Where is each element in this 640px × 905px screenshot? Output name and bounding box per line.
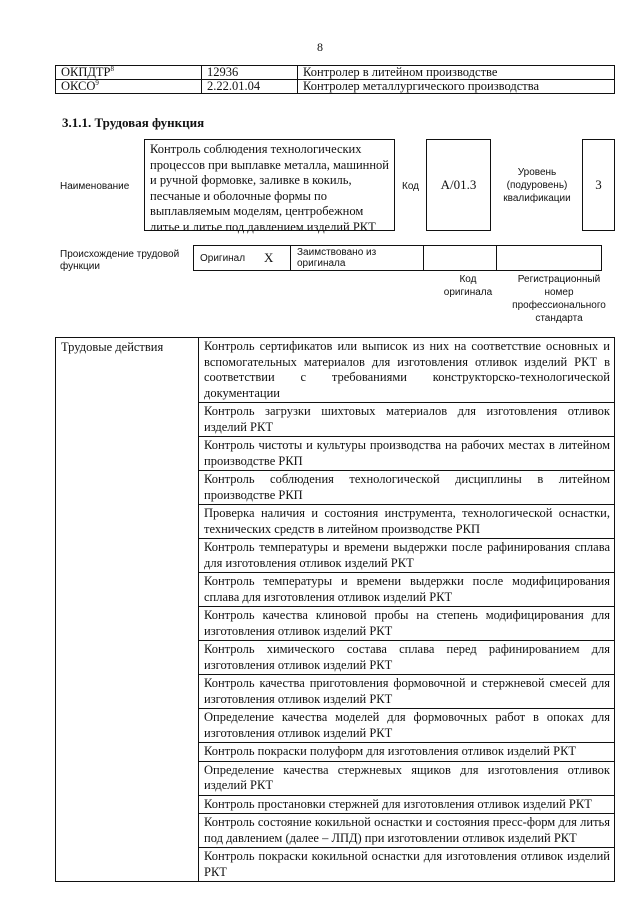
labor-action-item: Контроль соблюдения технологической дисциплины в литейном производстве РКП <box>199 471 615 505</box>
labor-action-item: Определение качества стержневых ящиков для изготовления отливок изделий РКТ <box>199 761 615 795</box>
classifier-row <box>56 80 615 94</box>
original-mark: X <box>258 246 291 271</box>
origin-row <box>194 246 602 271</box>
classifier-codes-table <box>55 65 615 94</box>
labor-action-item: Контроль химического состава сплава перед рафинированием для изготовления отливок изделий РКТ <box>199 641 615 675</box>
labor-action-item: Контроль чистоты и культуры производства на рабочих местах в литейном производстве РКП <box>199 437 615 471</box>
labor-action-item: Контроль температуры и времени выдержки после рафинирования сплава для изготовления отливок изделий РКТ <box>199 539 615 573</box>
labor-action-item: Контроль качества приготовления формовочной и стержневой смесей для изготовления отливок изделий РКТ <box>199 675 615 709</box>
labor-action-item: Контроль покраски полуформ для изготовления отливок изделий РКТ <box>199 743 615 762</box>
classifier-number: 12936 <box>202 66 298 80</box>
function-code-box <box>426 139 491 231</box>
original-code-caption: Код оригинала <box>443 274 493 298</box>
classifier-row <box>56 66 615 80</box>
labor-action-item: Контроль качества клиновой пробы на степень модифицирования для изготовления отливок изделий РКТ <box>199 607 615 641</box>
registration-number-cell <box>497 246 602 271</box>
level-box <box>582 139 615 231</box>
footnote-mark: 8 <box>110 64 115 73</box>
classifier-name: Контролер в литейном производстве <box>298 66 615 80</box>
original-label: Оригинал <box>194 246 259 271</box>
labor-action-item: Контроль состояние кокильной оснастки и состояния пресс-форм для литья под давлением (далее – ЛПД) при изготовлении отливок изделий РКТ <box>199 814 615 848</box>
page-number: 8 <box>317 40 323 54</box>
labor-action-item: Контроль загрузки шихтовых материалов для изготовления отливок изделий РКТ <box>199 403 615 437</box>
name-label: Наименование <box>60 181 130 192</box>
labor-actions-header: Трудовые действия <box>56 338 199 882</box>
section-title: 3.1.1. Трудовая функция <box>62 115 205 130</box>
function-code: A/01.3 <box>440 177 477 192</box>
original-code-cell <box>424 246 497 271</box>
level-value: 3 <box>595 177 602 192</box>
level-label: Уровень (подуровень) квалификации <box>503 167 571 204</box>
labor-action-item: Проверка наличия и состояния инструмента, технологической оснастки, технических средств в литейном производстве РКП <box>199 505 615 539</box>
labor-action-item: Контроль температуры и времени выдержки после модифицирования сплава для изготовления отливок изделий РКТ <box>199 573 615 607</box>
labor-action-item: Контроль покраски кокильной оснастки для изготовления отливок изделий РКТ <box>199 848 615 882</box>
labor-action-item: Определение качества моделей для формовочных работ в опоках для изготовления отливок изделий РКТ <box>199 709 615 743</box>
labor-action-item: Контроль простановки стержней для изготовления отливок изделий РКТ <box>199 795 615 814</box>
footnote-mark: 9 <box>95 78 99 87</box>
labor-action-row <box>56 338 615 403</box>
classifier-number: 2.22.01.04 <box>202 80 298 94</box>
origin-table <box>193 245 602 271</box>
labor-action-item: Контроль сертификатов или выписок из них на соответствие основных и вспомогательных материалов для изготовления отливок изделий РКТ в соответствии с требованиями конструкторско-технологической документации <box>199 338 615 403</box>
labor-actions-table <box>55 337 615 882</box>
function-name-box: Контроль соблюдения технологических процессов при выплавке металла, машинной и ручной формовке, заливке в кокиль, песчаные и оболочные формы по выплавляемым моделям, центробежном литье и литье под давлением изделий РКТ <box>144 139 395 231</box>
classifier-code: ОКСО$^9$ <box>56 80 202 94</box>
classifier-name: Контролер металлургического производства <box>298 80 615 94</box>
labor-actions-body <box>56 338 615 882</box>
borrowed-label: Заимствовано из оригинала <box>291 246 424 271</box>
classifier-code: ОКПДТР$^8$ <box>56 66 202 80</box>
code-label: Код <box>402 181 420 192</box>
origin-label: Происхождение трудовой функции <box>60 249 180 272</box>
registration-number-caption: Регистрационный номер профессионального стандарта <box>512 274 606 324</box>
